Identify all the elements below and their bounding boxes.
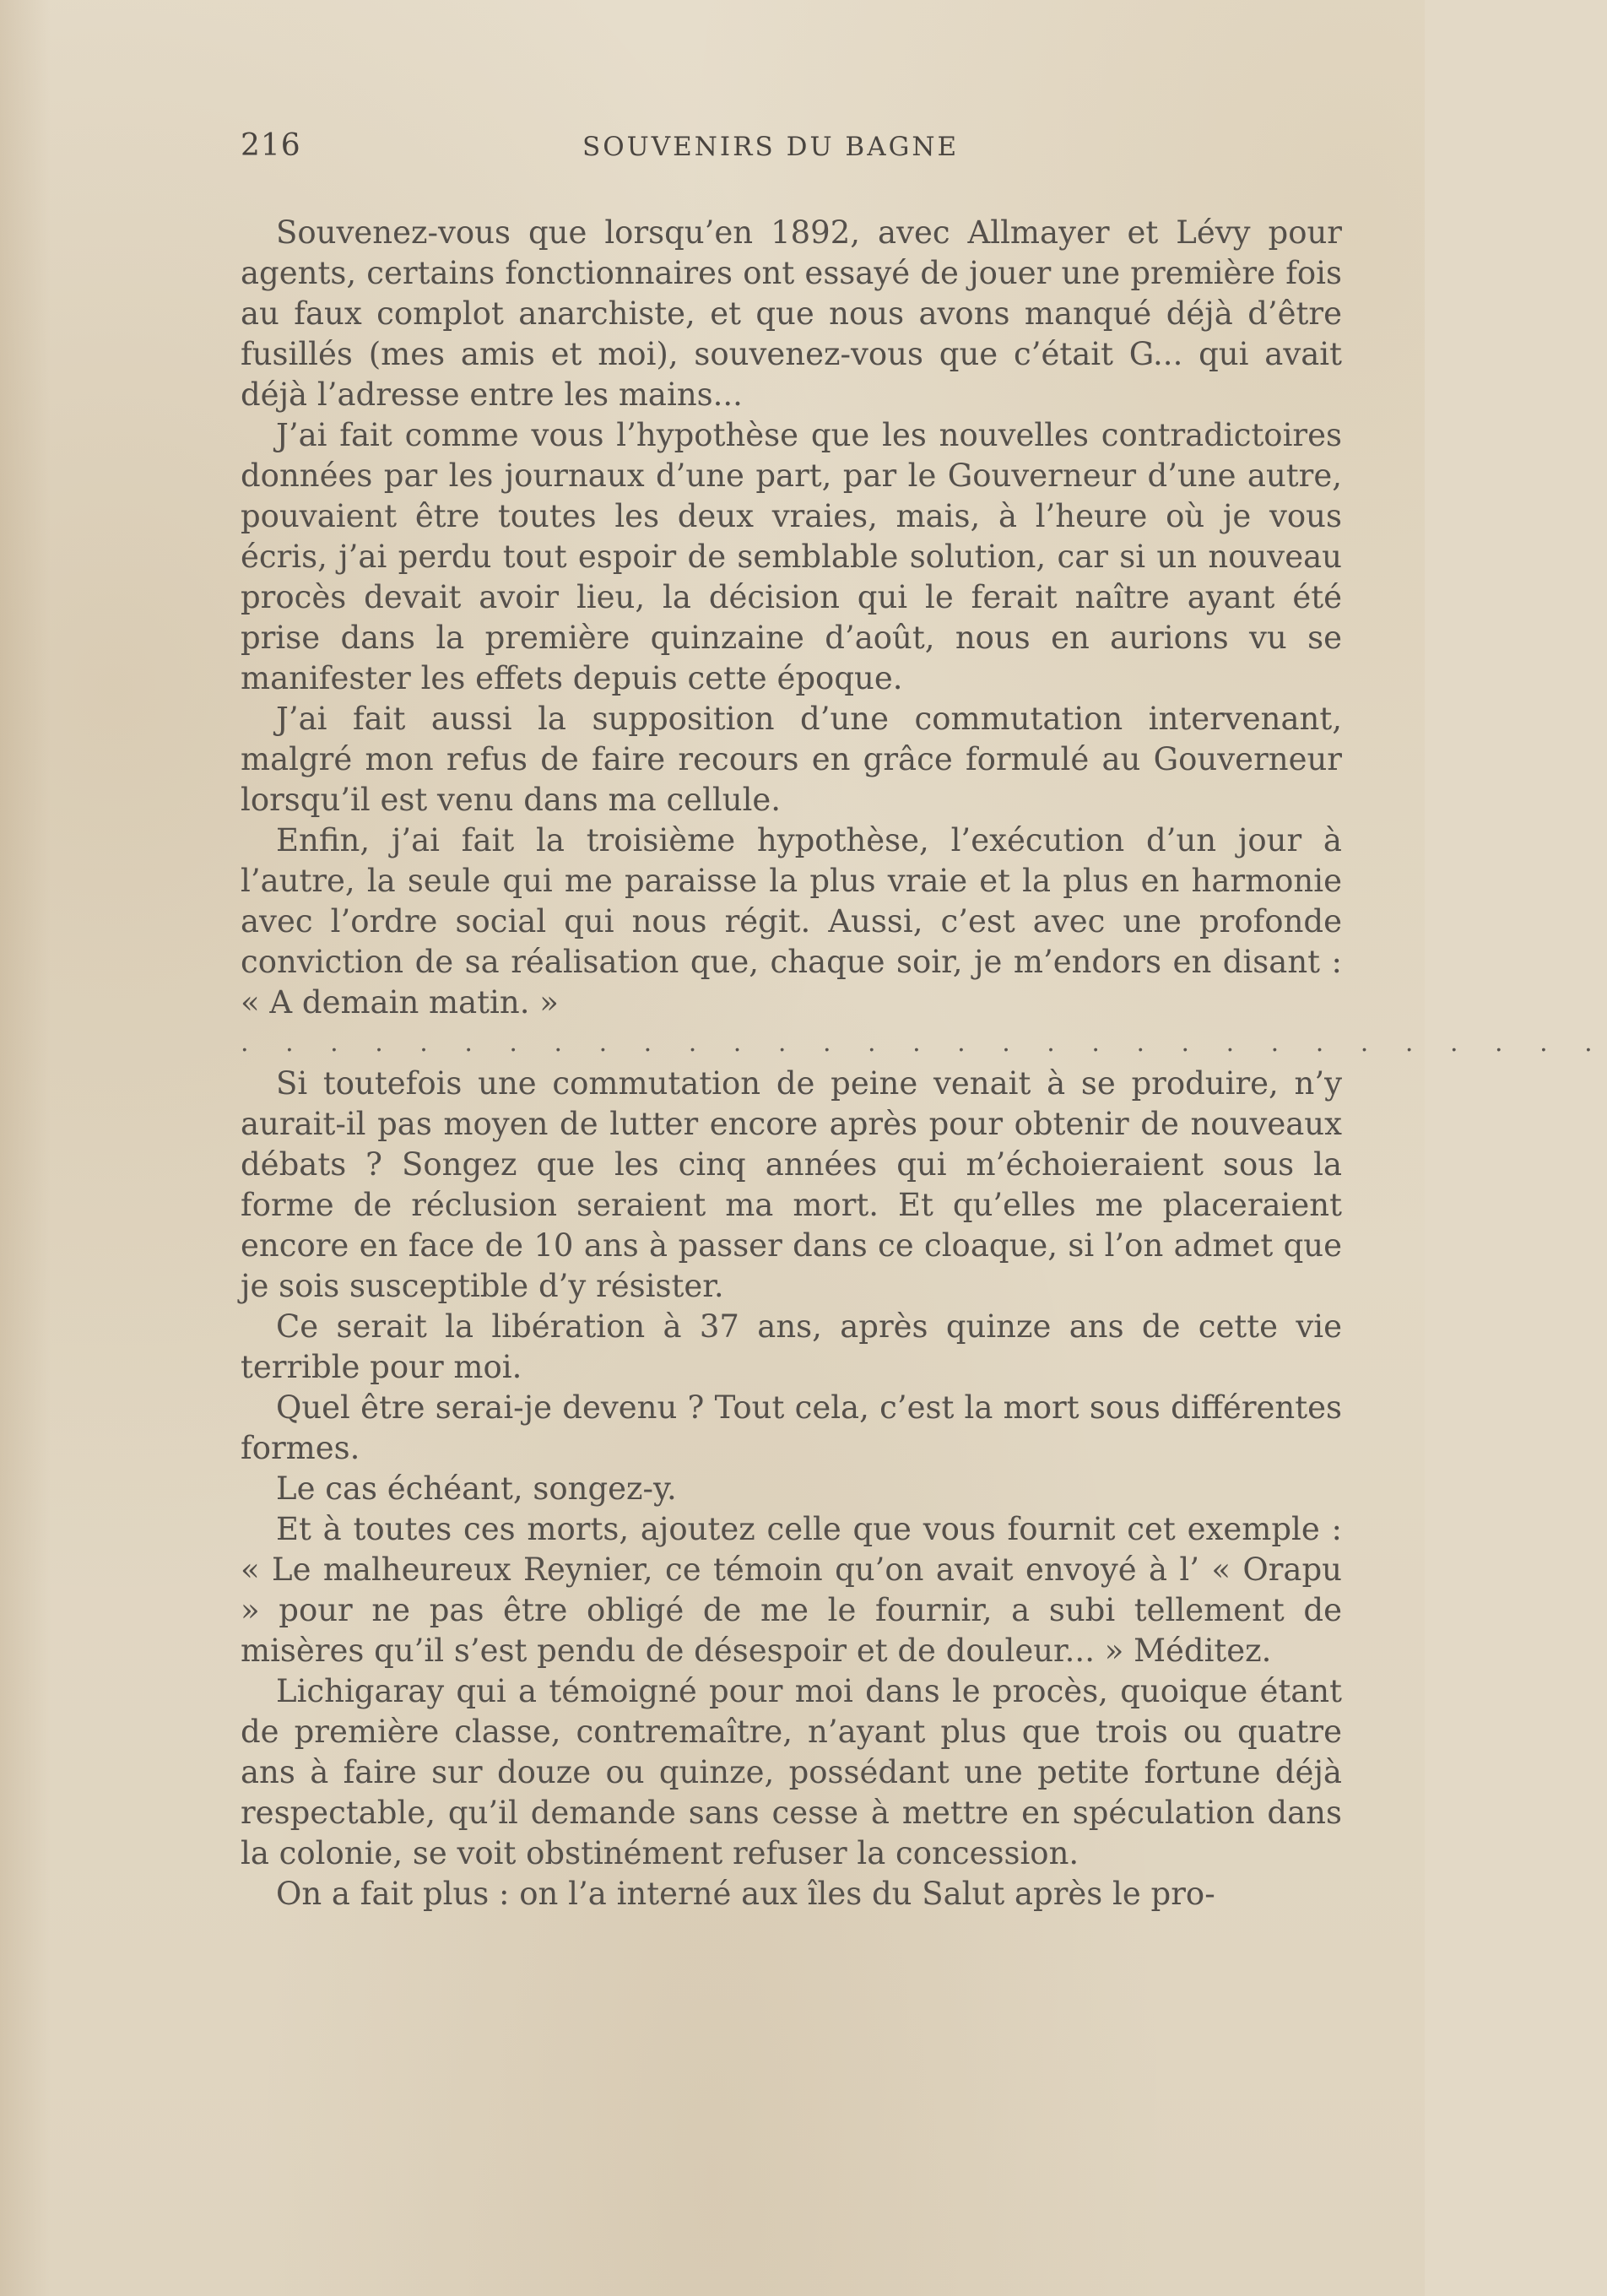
separator-dots: . . . . . . . . . . . . . . . . . . . . . . . . . . . . . . .	[241, 1028, 1607, 1058]
page-number: 216	[241, 128, 301, 163]
body-text	[241, 213, 1607, 1914]
paragraph: Et à toutes ces morts, ajoutez celle que vous fournit cet exemple : « Le malheureux Reynier, ce témoin qu’on avait envoyé à l’ « Orapu » pour ne pas être obligé de me le fournir, a subi tellement de misères qu’il s’est pendu de désespoir et de douleur... » Méditez.	[241, 1511, 1342, 1669]
paragraph: Quel être serai-je devenu ? Tout cela, c’est la mort sous différentes formes.	[241, 1389, 1342, 1466]
page-header	[241, 128, 1346, 179]
paragraph: Ce serait la libération à 37 ans, après quinze ans de cette vie terrible pour moi.	[241, 1308, 1342, 1385]
paragraph: Enfin, j’ai fait la troisième hypothèse, l’exécution d’un jour à l’autre, la seule qui me paraisse la plus vraie et la plus en harmonie avec l’ordre social qui nous régit. Aussi, c’est avec une profonde conviction de sa réalisation que, chaque soir, je m’endors en disant : « A demain matin. »	[241, 822, 1342, 1021]
ellipsis-separator	[241, 1023, 1607, 1064]
paragraph: Le cas échéant, songez-y.	[276, 1470, 677, 1507]
paragraph: Si toutefois une commutation de peine venait à se produire, n’y aurait-il pas moyen de lutter encore après pour obtenir de nouveaux débats ? Songez que les cinq années qui m’échoieraient sous la forme de réclusion seraient ma mort. Et qu’elles me placeraient encore en face de 10 ans à passer dans ce cloaque, si l’on admet que je sois susceptible d’y résister.	[241, 1065, 1342, 1304]
paragraph: Souvenez-vous que lorsqu’en 1892, avec Allmayer et Lévy pour agents, certains fonctionnaires ont essayé de jouer une première fois au faux complot anarchiste, et que nous avons manqué déjà d’être fusillés (mes amis et moi), souvenez-vous que c’était G... qui avait déjà l’adresse entre les mains...	[241, 214, 1342, 413]
paragraph: Lichigaray qui a témoigné pour moi dans le procès, quoique étant de première classe, contremaître, n’ayant plus que trois ou quatre ans à faire sur douze ou quinze, possédant une petite fortune déjà respectable, qu’il demande sans cesse à mettre en spéculation dans la colonie, se voit obstinément refuser la concession.	[241, 1673, 1342, 1871]
paragraph: J’ai fait aussi la supposition d’une commutation intervenant, malgré mon refus de faire recours en grâce formulé au Gouverneur lorsqu’il est venu dans ma cellule.	[241, 701, 1342, 818]
paragraph: J’ai fait comme vous l’hypothèse que les nouvelles contradictoires données par les journaux d’une part, par le Gouverneur d’une autre, pouvaient être toutes les deux vraies, mais, à l’heure où je vous écris, j’ai perdu tout espoir de semblable solution, car si un nouveau procès devait avoir lieu, la décision qui le ferait naître ayant été prise dans la première quinzaine d’août, nous en aurions vu se manifester les effets depuis cette époque.	[241, 417, 1342, 696]
paragraph: On a fait plus : on l’a interné aux îles du Salut après le pro-	[276, 1876, 1215, 1912]
running-title: SOUVENIRS DU BAGNE	[582, 132, 960, 162]
